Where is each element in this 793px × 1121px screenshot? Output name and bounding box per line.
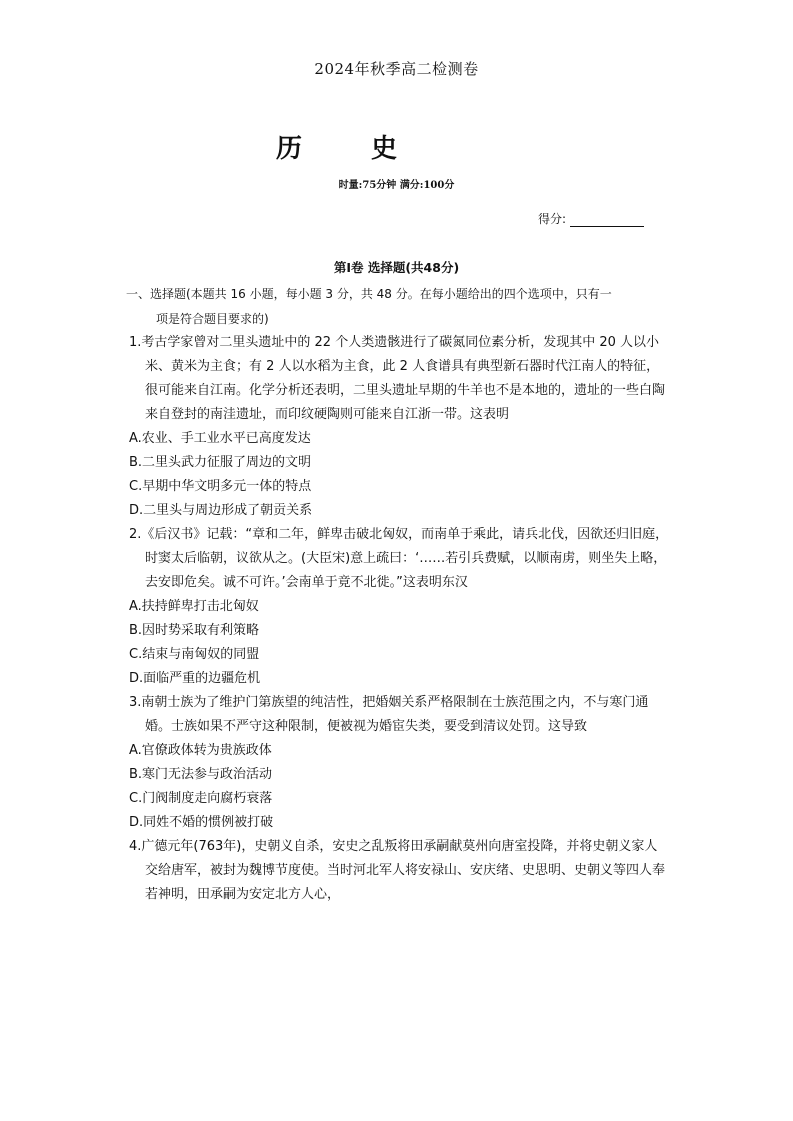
question-4: [129, 835, 669, 907]
question-2: [129, 523, 669, 691]
question-stem: 1.考古学家曾对二里头遗址中的 22 个人类遗骸进行了碳氮同位素分析，发现其中 20 人以小米、黄米为主食；有 2 人以水稻为主食，此 2 人食谱具有典型新石器时代江南人的特征，很可能来自江南。化学分析还表明，二里头遗址早期的牛羊也不是本地的，遗址的一些白陶来自登封的南洼遗址，而印纹硬陶则可能来自江浙一带。这表明: [129, 335, 666, 422]
subject-title: 历 史: [276, 134, 428, 164]
score-blank-line[interactable]: [570, 214, 644, 227]
time-info: 时量:75分钟 满分:100分: [338, 180, 455, 191]
exam-title: 2024年秋季高二检测卷: [314, 60, 479, 78]
question-stem: 2.《后汉书》记载：“章和二年，鲜卑击破北匈奴，而南单于乘此，请兵北伐，因欲还归旧庭，时窦太后临朝，议欲从之。(大臣宋)意上疏曰：‘……若引兵费赋，以顺南虏，则坐失上略，去安即危矣。诚不可许。’会南单于竟不北徙。”这表明东汉: [129, 527, 669, 590]
option-b[interactable]: B.寒门无法参与政治活动: [129, 767, 273, 782]
option-d[interactable]: D.同姓不婚的惯例被打破: [129, 815, 274, 830]
option-c[interactable]: C.结束与南匈奴的同盟: [129, 647, 260, 662]
question-1: [129, 331, 669, 523]
question-list: [126, 282, 669, 907]
option-a[interactable]: A.扶持鲜卑打击北匈奴: [129, 599, 259, 614]
option-c[interactable]: C.早期中华文明多元一体的特点: [129, 479, 312, 494]
score-label: 得分:: [538, 212, 567, 226]
section-instructions: [126, 282, 669, 331]
question-stem: 3.南朝士族为了维护门第族望的纯洁性，把婚姻关系严格限制在士族范围之内，不与寒门通婚。士族如果不严守这种限制，便被视为婚宦失类，要受到清议处罚。这导致: [129, 695, 649, 734]
question-stem: 4.广德元年(763年)，史朝义自杀，安史之乱叛将田承嗣献莫州向唐室投降，并将史朝义家人交给唐军，被封为魏博节度使。当时河北军人将安禄山、安庆绪、史思明、史朝义等四人奉若神明，田承嗣为安定北方人心，: [129, 839, 666, 902]
instructions-line-2: 项是符合题目要求的): [156, 312, 269, 326]
score-field: [538, 210, 644, 227]
question-3: [129, 691, 669, 835]
option-c[interactable]: C.门阀制度走向腐朽衰落: [129, 791, 273, 806]
option-d[interactable]: D.二里头与周边形成了朝贡关系: [129, 503, 313, 518]
option-a[interactable]: A.农业、手工业水平已高度发达: [129, 431, 311, 446]
option-a[interactable]: A.官僚政体转为贵族政体: [129, 743, 272, 758]
section-title: 第Ⅰ卷 选择题(共48分): [333, 260, 460, 275]
option-b[interactable]: B.因时势采取有利策略: [129, 623, 260, 638]
option-d[interactable]: D.面临严重的边疆危机: [129, 671, 261, 686]
option-b[interactable]: B.二里头武力征服了周边的文明: [129, 455, 312, 470]
instructions-line-1: 一、选择题(本题共 16 小题，每小题 3 分，共 48 分。在每小题给出的四个选项中，只有一: [126, 287, 612, 301]
